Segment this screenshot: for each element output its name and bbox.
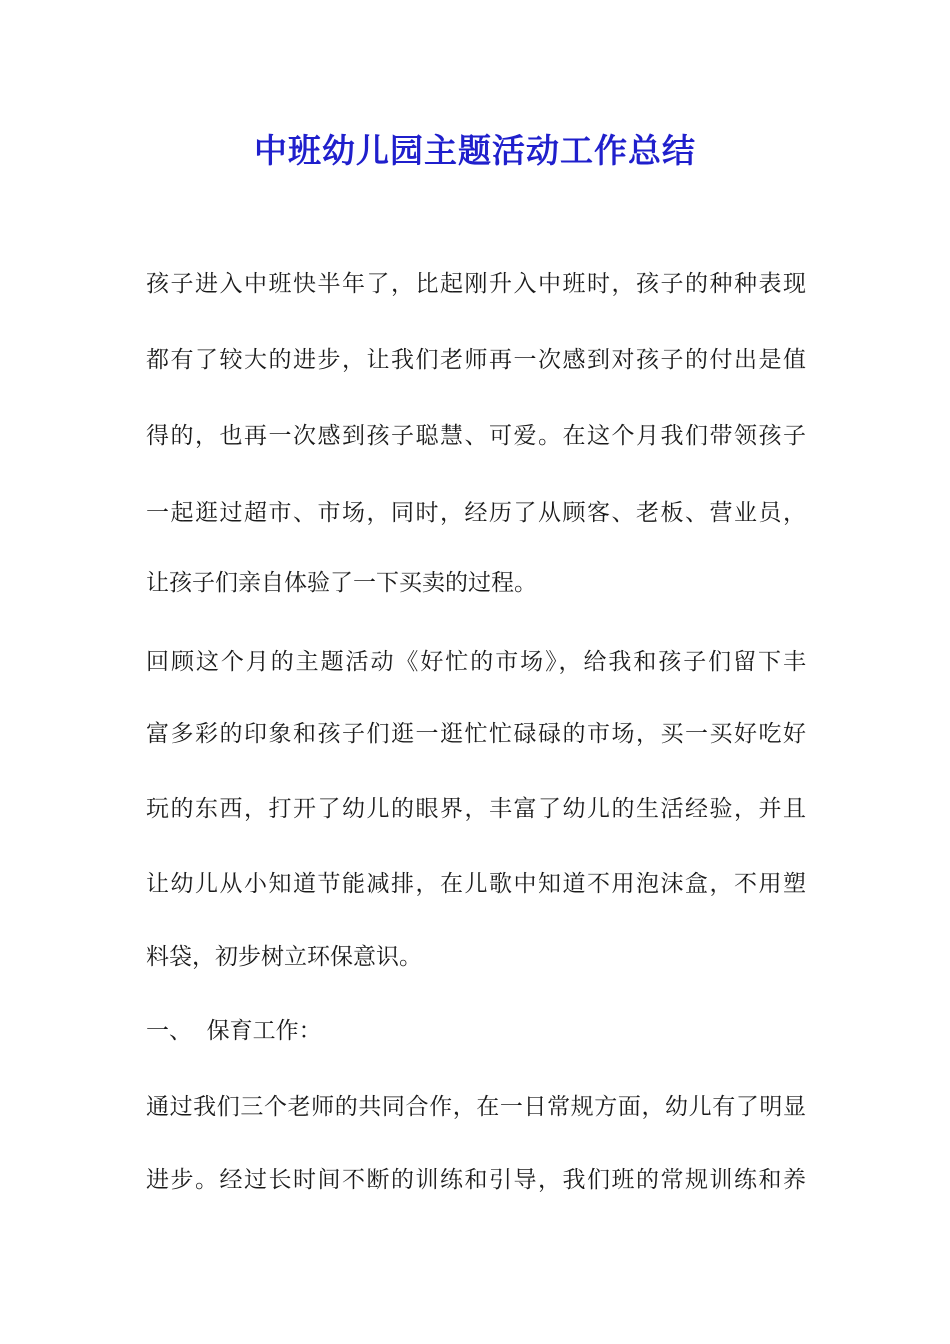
paragraph-line: 孩子进入中班快半年了，比起刚升入中班时，孩子的种种表现 [146,271,806,297]
document-title: 中班幼儿园主题活动工作总结 [254,131,696,170]
section-heading: 一、 保育工作： [146,1018,322,1044]
paragraph-line: 通过我们三个老师的共同合作，在一日常规方面，幼儿有了明显 [146,1094,806,1120]
paragraph-line: 让孩子们亲自体验了一下买卖的过程。 [146,570,537,596]
paragraph-line: 让幼儿从小知道节能减排，在儿歌中知道不用泡沫盒，不用塑 [146,871,806,897]
paragraph-line: 进步。经过长时间不断的训练和引导，我们班的常规训练和养 [146,1167,806,1193]
paragraph-line: 得的，也再一次感到孩子聪慧、可爱。在这个月我们带领孩子 [146,423,806,449]
paragraph-line: 玩的东西，打开了幼儿的眼界，丰富了幼儿的生活经验，并且 [146,796,806,822]
paragraph-line: 料袋，初步树立环保意识。 [146,944,422,970]
paragraph-line: 一起逛过超市、市场，同时，经历了从顾客、老板、营业员， [146,500,806,526]
paragraph-line: 都有了较大的进步，让我们老师再一次感到对孩子的付出是值 [146,347,806,373]
paragraph-line: 富多彩的印象和孩子们逛一逛忙忙碌碌的市场，买一买好吃好 [146,721,806,747]
paragraph-line: 回顾这个月的主题活动《好忙的市场》，给我和孩子们留下丰 [146,649,806,675]
